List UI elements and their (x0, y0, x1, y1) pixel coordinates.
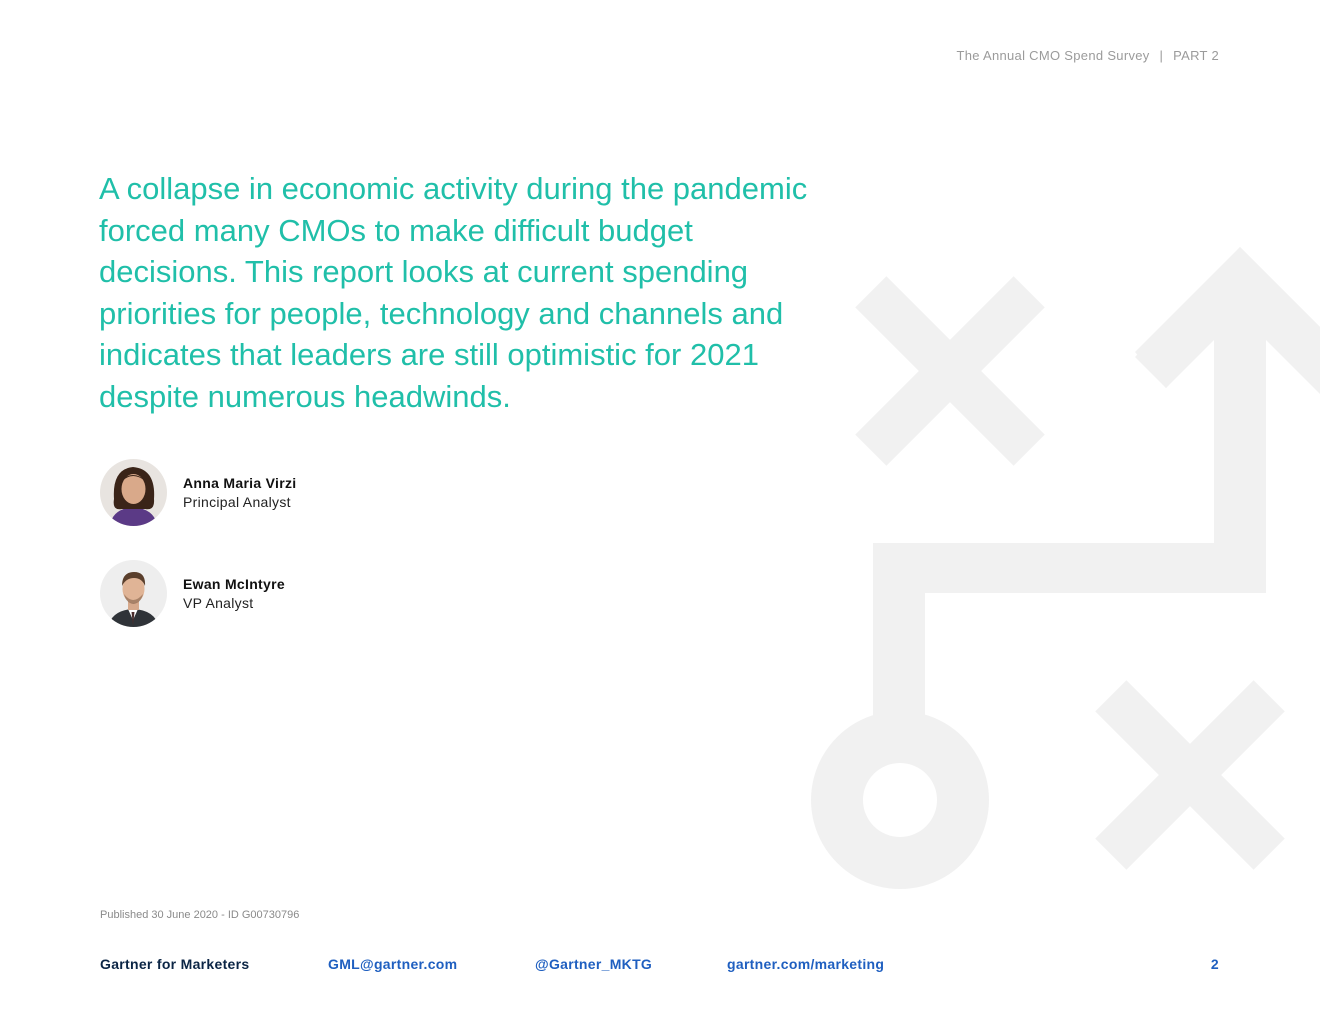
footer-twitter-link[interactable]: @Gartner_MKTG (535, 956, 653, 972)
footer-website-link[interactable]: gartner.com/marketing (727, 956, 885, 972)
author-role: Principal Analyst (183, 494, 291, 510)
intro-statement: A collapse in economic activity during the pandemic forced many CMOs to make difficult budget decisions. This report looks at current spending priorities for people, technology and channels and indicates that leaders are still optimistic for 2021 despite numerous headwinds. (99, 171, 808, 414)
author-role: VP Analyst (183, 595, 254, 611)
published-info: Published 30 June 2020 - ID G00730796 (100, 909, 300, 921)
author-name: Ewan McIntyre (183, 576, 285, 592)
footer-brand: Gartner for Marketers (100, 956, 250, 972)
footer-email-link[interactable]: GML@gartner.com (328, 956, 458, 972)
author-card (100, 459, 296, 526)
avatar (100, 560, 167, 627)
survey-title: The Annual CMO Spend Survey (956, 48, 1150, 63)
part-label: PART 2 (1173, 48, 1219, 63)
x-mark-icon (792, 213, 1109, 530)
o-mark-icon (811, 711, 989, 889)
header-separator: | (1159, 48, 1164, 63)
author-card (100, 560, 285, 627)
avatar (100, 459, 167, 526)
page-number: 2 (1210, 956, 1219, 972)
x-mark-icon (1032, 617, 1320, 934)
author-name: Anna Maria Virzi (183, 475, 297, 491)
